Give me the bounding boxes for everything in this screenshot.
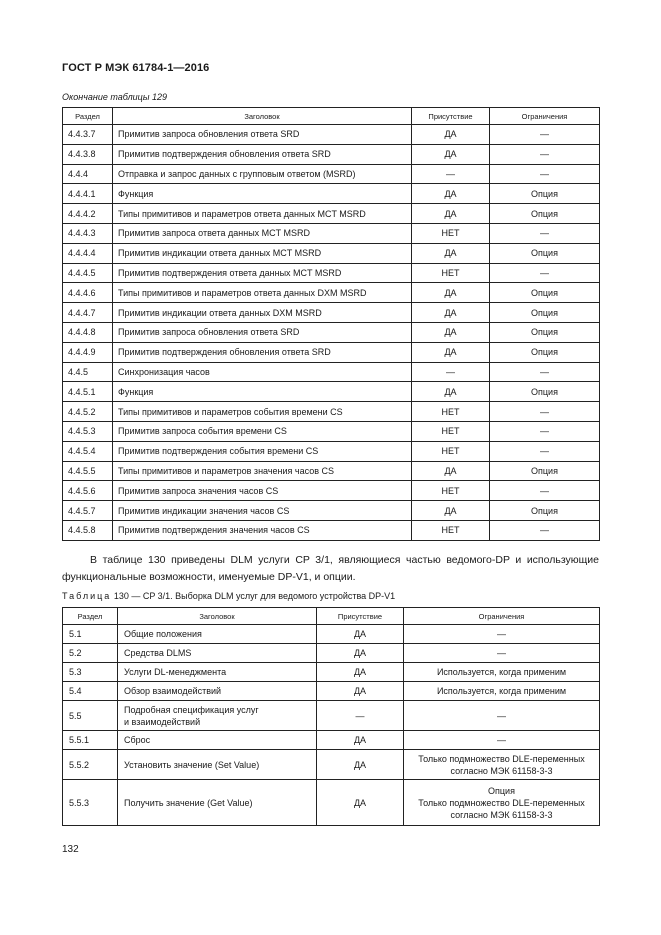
section-cell: 5.5.2 bbox=[63, 750, 118, 780]
constraints-cell: — bbox=[490, 125, 600, 145]
presence-cell: НЕТ bbox=[412, 402, 490, 422]
title-cell: Типы примитивов и параметров ответа данных MCT MSRD bbox=[113, 204, 412, 224]
title-cell: Функция bbox=[113, 382, 412, 402]
section-cell: 4.4.4.3 bbox=[63, 223, 113, 243]
table-row bbox=[63, 481, 600, 501]
presence-cell: НЕТ bbox=[412, 441, 490, 461]
presence-cell: ДА bbox=[412, 283, 490, 303]
presence-cell: НЕТ bbox=[412, 520, 490, 540]
table-row bbox=[63, 342, 600, 362]
body-paragraph bbox=[62, 552, 599, 586]
table-header-row bbox=[63, 608, 600, 625]
presence-cell: — bbox=[412, 164, 490, 184]
section-cell: 4.4.5.8 bbox=[63, 520, 113, 540]
presence-cell: НЕТ bbox=[412, 481, 490, 501]
title-cell: Средства DLMS bbox=[118, 644, 317, 663]
constraints-cell: Опция bbox=[490, 501, 600, 521]
constraints-cell: Опция bbox=[490, 184, 600, 204]
presence-cell: ДА bbox=[317, 750, 404, 780]
constraints-cell: — bbox=[490, 441, 600, 461]
table-row bbox=[63, 382, 600, 402]
title-cell: Общие положения bbox=[118, 625, 317, 644]
table-row bbox=[63, 223, 600, 243]
presence-cell: ДА bbox=[412, 144, 490, 164]
section-cell: 5.5 bbox=[63, 701, 118, 731]
section-cell: 4.4.5.1 bbox=[63, 382, 113, 402]
title-cell: Примитив индикации ответа данных DXM MSRD bbox=[113, 303, 412, 323]
section-cell: 4.4.5.2 bbox=[63, 402, 113, 422]
table-row bbox=[63, 303, 600, 323]
presence-cell: ДА bbox=[317, 682, 404, 701]
title-cell: Примитив запроса обновления ответа SRD bbox=[113, 322, 412, 342]
presence-cell: ДА bbox=[317, 780, 404, 826]
title-cell: Примитив запроса события времени CS bbox=[113, 421, 412, 441]
title-cell: Примитив запроса ответа данных MCT MSRD bbox=[113, 223, 412, 243]
section-cell: 4.4.4.5 bbox=[63, 263, 113, 283]
table-row bbox=[63, 184, 600, 204]
table-row bbox=[63, 402, 600, 422]
presence-cell: ДА bbox=[317, 644, 404, 663]
constraints-cell: Опция bbox=[490, 243, 600, 263]
presence-cell: ДА bbox=[412, 303, 490, 323]
section-cell: 5.2 bbox=[63, 644, 118, 663]
table-row bbox=[63, 322, 600, 342]
title-cell: Услуги DL-менеджмента bbox=[118, 663, 317, 682]
presence-cell: ДА bbox=[412, 342, 490, 362]
column-header-presence: Присутствие bbox=[317, 608, 404, 625]
constraints-cell: Опция bbox=[490, 382, 600, 402]
constraints-cell: Опция bbox=[490, 461, 600, 481]
constraints-cell: — bbox=[490, 164, 600, 184]
presence-cell: ДА bbox=[412, 204, 490, 224]
title-cell: Примитив подтверждения значения часов CS bbox=[113, 520, 412, 540]
column-header-title: Заголовок bbox=[118, 608, 317, 625]
table-row bbox=[63, 682, 600, 701]
presence-cell: ДА bbox=[317, 731, 404, 750]
column-header-presence: Присутствие bbox=[412, 108, 490, 125]
title-cell: Отправка и запрос данных с групповым ответом (MSRD) bbox=[113, 164, 412, 184]
table-130-caption bbox=[62, 591, 395, 601]
title-cell: Получить значение (Get Value) bbox=[118, 780, 317, 826]
presence-cell: — bbox=[317, 701, 404, 731]
constraints-cell: — bbox=[490, 520, 600, 540]
constraints-cell: Опция Только подмножество DLE-переменных согласно МЭК 61158-3-3 bbox=[404, 780, 600, 826]
table-header-row bbox=[63, 108, 600, 125]
constraints-cell: — bbox=[404, 644, 600, 663]
section-cell: 4.4.4.6 bbox=[63, 283, 113, 303]
document-header: ГОСТ Р МЭК 61784-1—2016 bbox=[62, 62, 210, 74]
title-cell: Типы примитивов и параметров события времени CS bbox=[113, 402, 412, 422]
constraints-cell: Опция bbox=[490, 342, 600, 362]
caption-prefix: Таблица bbox=[62, 591, 112, 601]
section-cell: 5.3 bbox=[63, 663, 118, 682]
constraints-cell: — bbox=[490, 421, 600, 441]
constraints-cell: Только подмножество DLE-переменных согласно МЭК 61158-3-3 bbox=[404, 750, 600, 780]
constraints-cell: — bbox=[490, 402, 600, 422]
presence-cell: ДА bbox=[412, 461, 490, 481]
presence-cell: ДА bbox=[317, 625, 404, 644]
section-cell: 4.4.5.7 bbox=[63, 501, 113, 521]
title-cell: Примитив запроса обновления ответа SRD bbox=[113, 125, 412, 145]
constraints-cell: — bbox=[404, 701, 600, 731]
constraints-cell: Опция bbox=[490, 283, 600, 303]
table-row bbox=[63, 663, 600, 682]
presence-cell: ДА bbox=[412, 125, 490, 145]
title-cell: Синхронизация часов bbox=[113, 362, 412, 382]
table-row bbox=[63, 421, 600, 441]
section-cell: 5.5.1 bbox=[63, 731, 118, 750]
table-row bbox=[63, 501, 600, 521]
title-cell: Примитив подтверждения ответа данных MCT MSRD bbox=[113, 263, 412, 283]
constraints-cell: — bbox=[490, 481, 600, 501]
presence-cell: ДА bbox=[412, 322, 490, 342]
presence-cell: ДА bbox=[412, 382, 490, 402]
section-cell: 5.5.3 bbox=[63, 780, 118, 826]
title-cell: Примитив индикации ответа данных MCT MSRD bbox=[113, 243, 412, 263]
section-cell: 4.4.5.6 bbox=[63, 481, 113, 501]
section-cell: 5.1 bbox=[63, 625, 118, 644]
table-row bbox=[63, 204, 600, 224]
constraints-cell: Опция bbox=[490, 303, 600, 323]
presence-cell: ДА bbox=[412, 184, 490, 204]
presence-cell: НЕТ bbox=[412, 421, 490, 441]
table-row bbox=[63, 701, 600, 731]
title-cell: Примитив запроса значения часов CS bbox=[113, 481, 412, 501]
column-header-section: Раздел bbox=[63, 108, 113, 125]
constraints-cell: — bbox=[404, 625, 600, 644]
table-row bbox=[63, 263, 600, 283]
constraints-cell: Используется, когда применим bbox=[404, 663, 600, 682]
section-cell: 4.4.4 bbox=[63, 164, 113, 184]
section-cell: 4.4.3.8 bbox=[63, 144, 113, 164]
title-cell: Установить значение (Set Value) bbox=[118, 750, 317, 780]
table-row bbox=[63, 164, 600, 184]
table-row bbox=[63, 461, 600, 481]
title-cell: Подробная спецификация услуг и взаимодействий bbox=[118, 701, 317, 731]
table-row bbox=[63, 283, 600, 303]
section-cell: 4.4.4.1 bbox=[63, 184, 113, 204]
title-cell: Функция bbox=[113, 184, 412, 204]
constraints-cell: — bbox=[490, 144, 600, 164]
presence-cell: НЕТ bbox=[412, 263, 490, 283]
constraints-cell: — bbox=[490, 223, 600, 243]
title-cell: Примитив подтверждения события времени CS bbox=[113, 441, 412, 461]
presence-cell: НЕТ bbox=[412, 223, 490, 243]
table-row bbox=[63, 125, 600, 145]
presence-cell: ДА bbox=[412, 501, 490, 521]
section-cell: 4.4.4.9 bbox=[63, 342, 113, 362]
section-cell: 4.4.4.8 bbox=[63, 322, 113, 342]
title-cell: Примитив подтверждения обновления ответа SRD bbox=[113, 144, 412, 164]
section-cell: 4.4.5.4 bbox=[63, 441, 113, 461]
table-row bbox=[63, 750, 600, 780]
section-cell: 4.4.4.7 bbox=[63, 303, 113, 323]
presence-cell: ДА bbox=[412, 243, 490, 263]
table-row bbox=[63, 644, 600, 663]
caption-text: 130 — CP 3/1. Выборка DLM услуг для ведомого устройства DP-V1 bbox=[113, 591, 396, 601]
table-row bbox=[63, 780, 600, 826]
constraints-cell: — bbox=[490, 263, 600, 283]
table-row bbox=[63, 243, 600, 263]
title-cell: Примитив подтверждения обновления ответа SRD bbox=[113, 342, 412, 362]
presence-cell: — bbox=[412, 362, 490, 382]
table-129-continuation bbox=[62, 107, 600, 541]
constraints-cell: Опция bbox=[490, 204, 600, 224]
title-cell: Типы примитивов и параметров значения часов CS bbox=[113, 461, 412, 481]
table-row bbox=[63, 144, 600, 164]
title-cell: Примитив индикации значения часов CS bbox=[113, 501, 412, 521]
section-cell: 4.4.5.5 bbox=[63, 461, 113, 481]
page-number: 132 bbox=[62, 844, 79, 855]
table-130 bbox=[62, 607, 600, 826]
section-cell: 4.4.5.3 bbox=[63, 421, 113, 441]
constraints-cell: Опция bbox=[490, 322, 600, 342]
section-cell: 4.4.4.4 bbox=[63, 243, 113, 263]
table-row bbox=[63, 731, 600, 750]
paragraph-text: В таблице 130 приведены DLM услуги CP 3/1, являющиеся частью ведомого-DP и использующие функциональные возможности, именуемые DP-V1, и опции. bbox=[62, 554, 599, 583]
title-cell: Сброс bbox=[118, 731, 317, 750]
column-header-constraints: Ограничения bbox=[404, 608, 600, 625]
presence-cell: ДА bbox=[317, 663, 404, 682]
table-row bbox=[63, 362, 600, 382]
table-row bbox=[63, 520, 600, 540]
title-cell: Обзор взаимодействий bbox=[118, 682, 317, 701]
title-cell: Типы примитивов и параметров ответа данных DXM MSRD bbox=[113, 283, 412, 303]
section-cell: 5.4 bbox=[63, 682, 118, 701]
constraints-cell: — bbox=[404, 731, 600, 750]
constraints-cell: Используется, когда применим bbox=[404, 682, 600, 701]
section-cell: 4.4.3.7 bbox=[63, 125, 113, 145]
constraints-cell: — bbox=[490, 362, 600, 382]
section-cell: 4.4.4.2 bbox=[63, 204, 113, 224]
table-continuation-caption: Окончание таблицы 129 bbox=[62, 92, 167, 102]
column-header-title: Заголовок bbox=[113, 108, 412, 125]
section-cell: 4.4.5 bbox=[63, 362, 113, 382]
column-header-constraints: Ограничения bbox=[490, 108, 600, 125]
table-row bbox=[63, 625, 600, 644]
column-header-section: Раздел bbox=[63, 608, 118, 625]
table-row bbox=[63, 441, 600, 461]
